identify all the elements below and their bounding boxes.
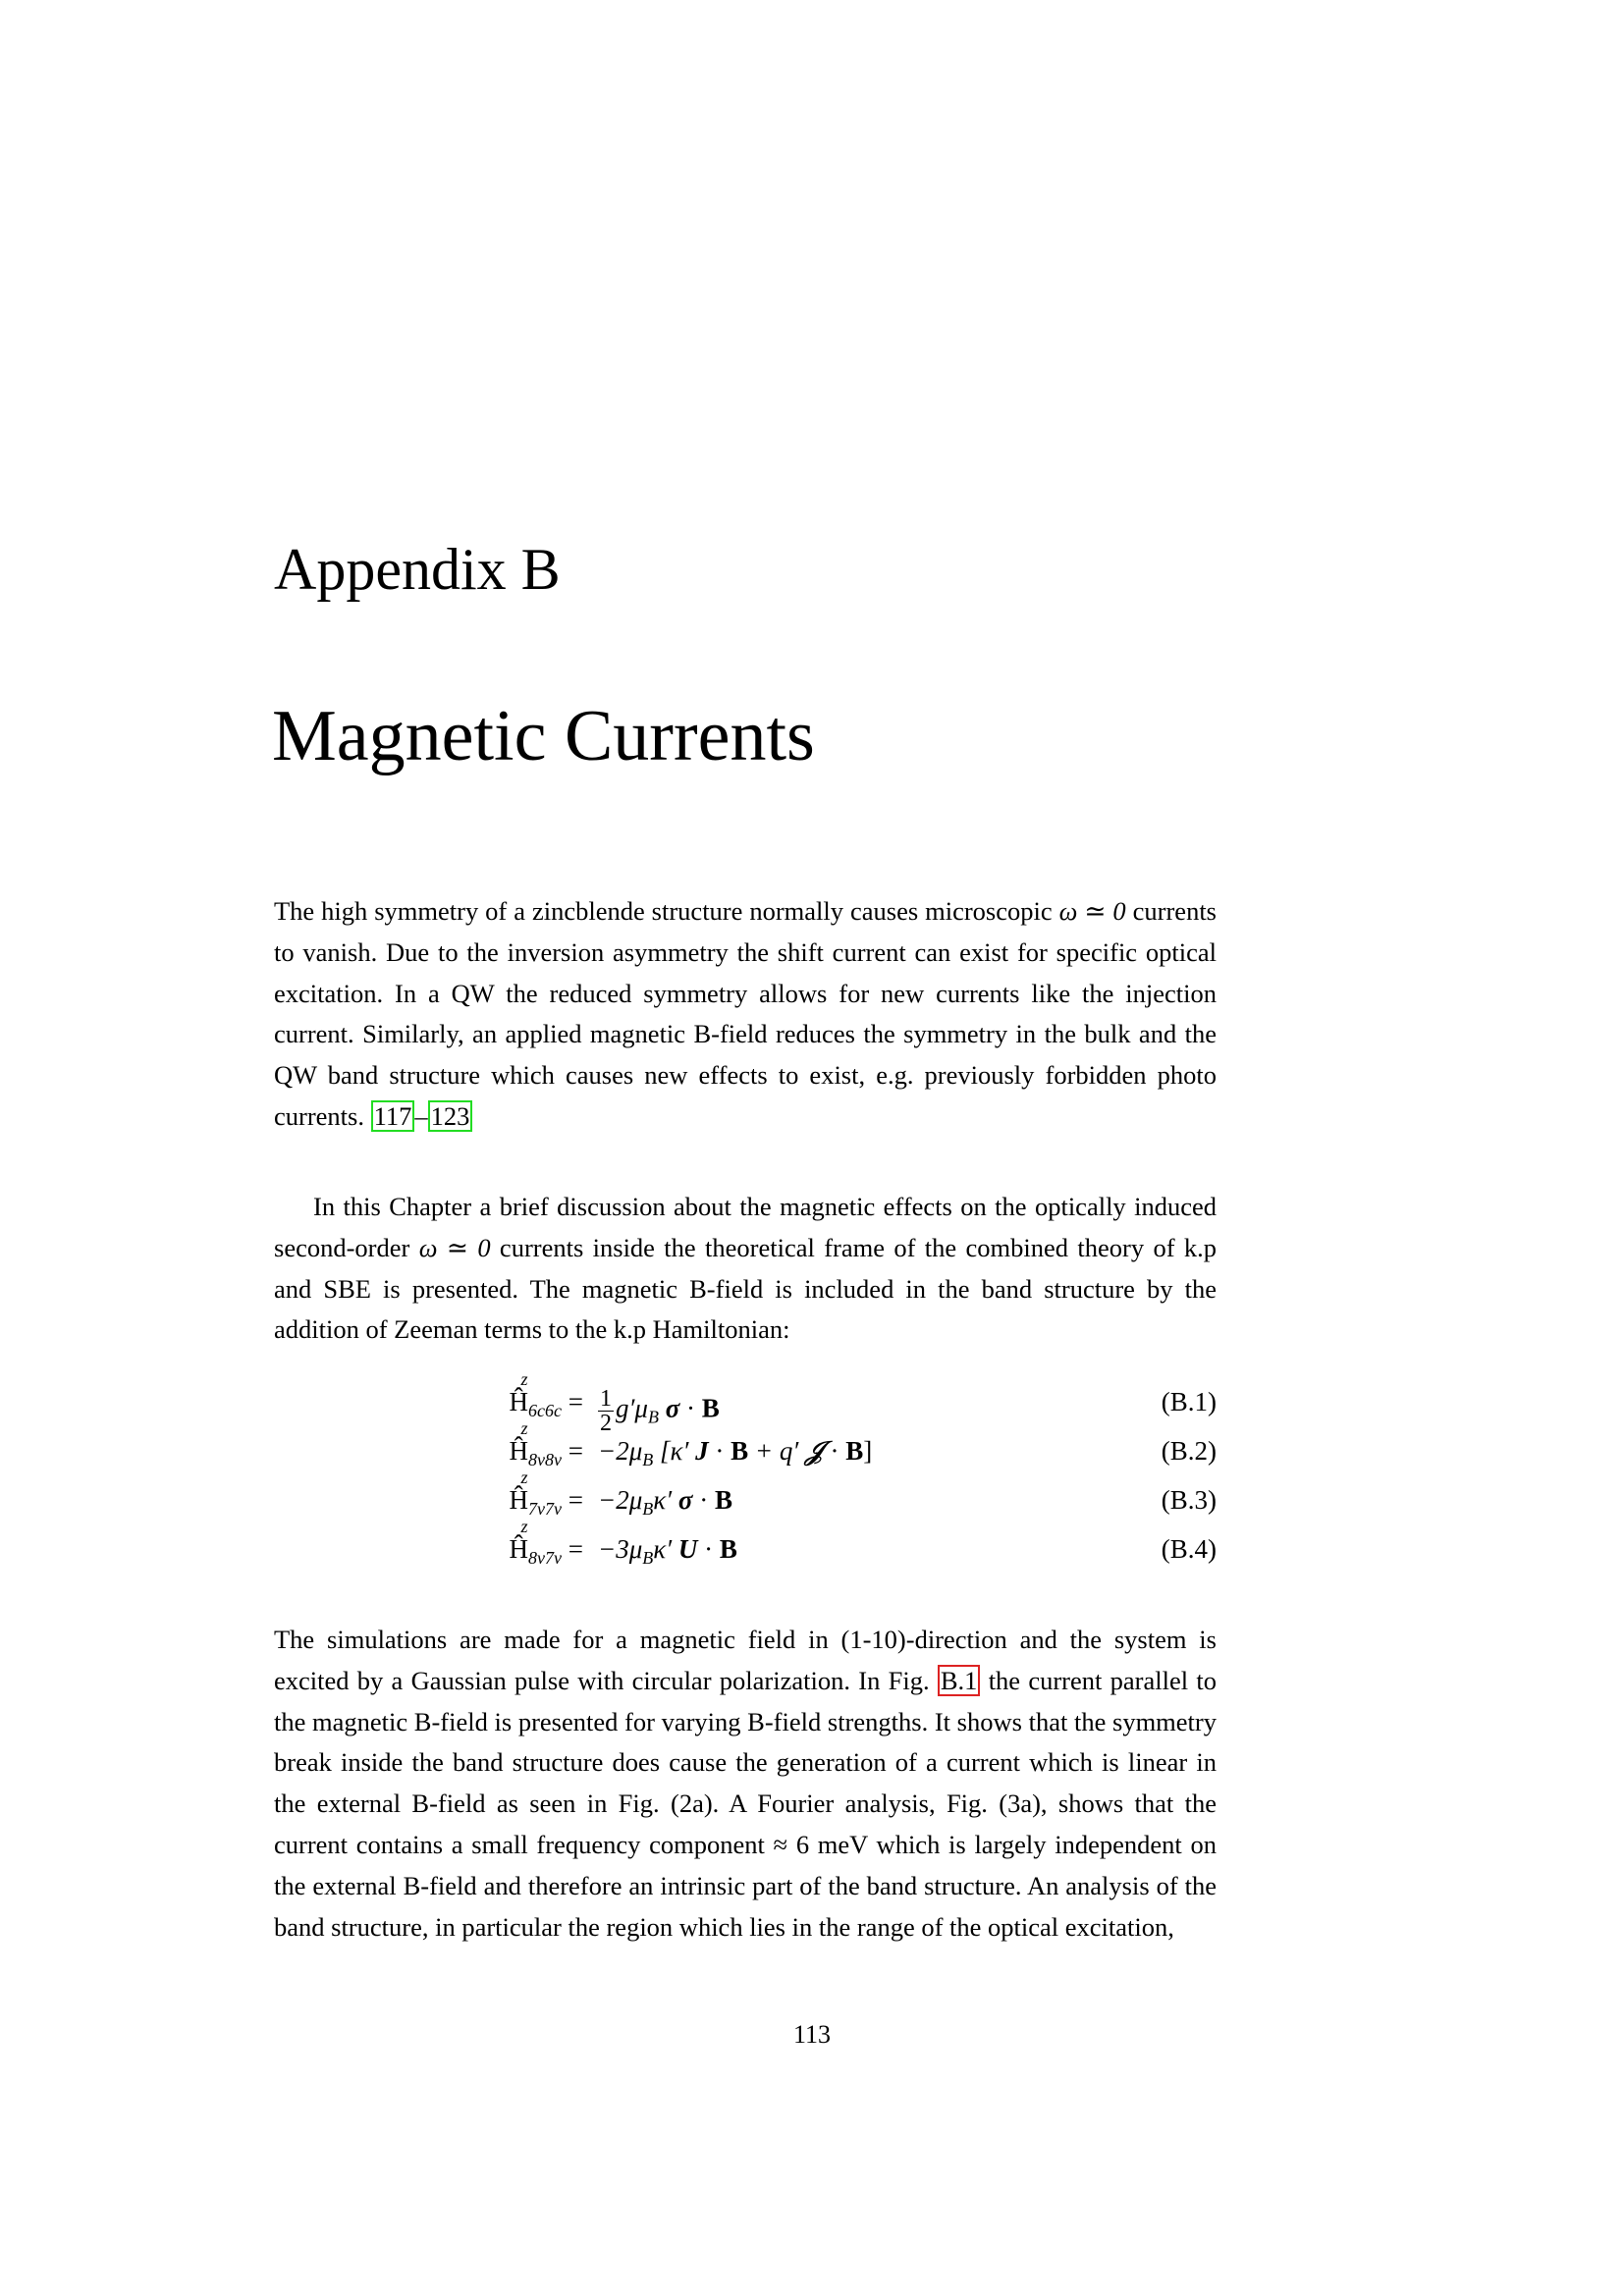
citation-separator: – [414,1100,428,1131]
paragraph-zeeman-text-2: currents inside the theoretical frame of the combined theory of k.p and SBE is presented. The magnetic B-field is included in the band structure by the addition of Zeeman terms to the k.p Hamiltonian: [274,1232,1217,1345]
paragraph-intro [274,891,1217,1138]
paragraph-zeeman-text-1: In this Chapter a brief discussion about the magnetic effects on the optically induced second-order [274,1192,1217,1262]
citation-link-117[interactable]: 117 [371,1100,415,1132]
equation-number: (B.1) [1161,1387,1217,1416]
equation-rhs: $-2\mu_B$ [κ′ J · B + q′ 𝒥 · B] [598,1436,873,1469]
equation-b2 [274,1418,1217,1477]
equation-lhs: Ĥ z $_{8v7v}$ = [509,1517,583,1568]
equation-lhs: Ĥ z $_{6c6c}$ = [509,1369,583,1420]
equation-lhs: Ĥ z $_{7v7v}$ = [509,1468,583,1519]
paragraph-intro-text-2: currents to vanish. Due to the inversion asymmetry the shift current can exist for specific optical excitation. In a QW the reduced symmetry allows for new currents like the injection current. Similarly, an applied magnetic B-field reduces the symmetry in the bulk and the QW band structure which causes new effects to exist, e.g. previously forbidden photo currents. [274,896,1217,1131]
equation-number: (B.2) [1161,1436,1217,1466]
equation-b3 [274,1468,1217,1526]
citation-link-123[interactable]: 123 [428,1100,473,1132]
chapter-label: Appendix B [274,537,561,602]
page-number: 113 [792,2020,832,2049]
chapter-title: Magnetic Currents [272,696,815,776]
equation-b1 [274,1369,1217,1436]
math-omega: ω ≃ 0 [418,1232,491,1262]
paragraph-simulations-text-2: the current parallel to the magnetic B-field is presented for varying B-field strengths. It shows that the symmetry break inside the band structure does cause the generation of a current which is linear in the external B-field as seen in Fig. (2a). A Fourier analysis, Fig. (3a), shows that the current contains a small frequency component ≈ 6 meV which is largely independent on the external B-field and therefore an intrinsic part of the band structure. An analysis of the band structure, in particular the region which lies in the range of the optical excitation, [274,1665,1217,1942]
paragraph-zeeman [274,1187,1217,1351]
paragraph-simulations [274,1620,1217,1948]
figure-link-b1[interactable]: B.1 [938,1665,981,1696]
paragraph-simulations-text-1: The simulations are made for a magnetic field in (1-10)-direction and the system is excited by a Gaussian pulse with circular polarization. In Fig. [274,1625,1217,1695]
equation-rhs: $-3\mu_B\kappa'$ U · B [598,1534,737,1568]
math-omega: ω ≃ 0 [1058,896,1126,926]
equation-lhs: Ĥ z $_{8v8v}$ = [509,1418,583,1469]
equation-rhs: $-2\mu_B\kappa'$ σ · B [598,1485,732,1519]
equation-block [274,1369,1217,1575]
equation-number: (B.3) [1161,1485,1217,1515]
equation-number: (B.4) [1161,1534,1217,1564]
equation-rhs: $\frac{1}{2}$ $g'\mu_B$ σ · B [600,1386,720,1436]
equation-b4 [274,1517,1217,1575]
paragraph-intro-text-1: The high symmetry of a zincblende structure normally causes microscopic [274,896,1059,926]
